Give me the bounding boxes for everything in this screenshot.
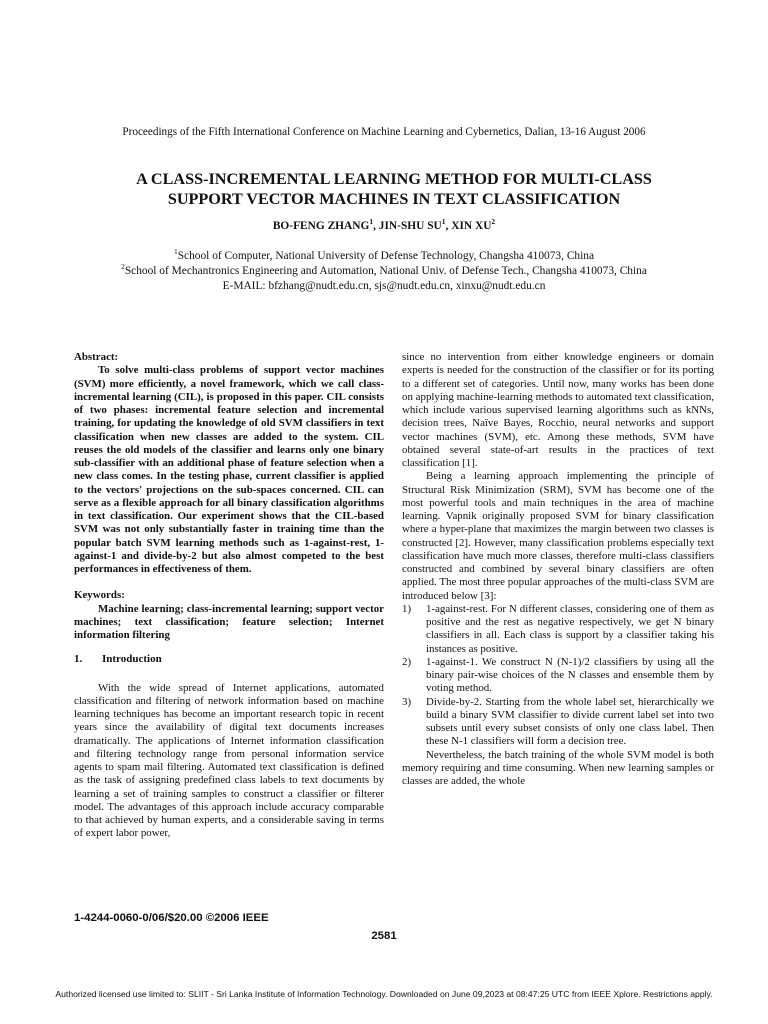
right-paragraph-2: Being a learning approach implementing the principle of Structural Risk Minimization (SRM), SVM has become one of the most powerful tools and main techniques in the area of machine learning. Vapnik originally proposed SVM for binary classification where a hyper-plane that maximizes the margin between two classes is constructed [2]. However, many classification problems especially text classification have much more classes, therefore multi-class classifiers constructed and combined by several binary classifiers are often applied. The most three popular approaches of the multi-class SVM are introduced below [3]: (402, 470, 714, 602)
list-item (402, 696, 714, 749)
list-number: 1) (402, 602, 412, 615)
affiliation-sup: 2 (121, 262, 125, 272)
right-paragraph-3: Nevertheless, the batch training of the whole SVM model is both memory requiring and time consuming. When new learning samples or classes are added, the whole (402, 748, 714, 787)
license-notice: Authorized licensed use limited to: SLIIT - Sri Lanka Institute of Information Technology. Downloaded on June 09,2023 at 08:47:25 UTC from IEEE Xplore. Restrictions apply. (55, 989, 713, 999)
copyright-line: 1-4244-0060-0/06/$20.00 ©2006 IEEE (74, 912, 269, 924)
list-number: 3) (402, 695, 412, 708)
email-line: E-MAIL: bfzhang@nudt.edu.cn, sjs@nudt.edu.cn, xinxu@nudt.edu.cn (222, 280, 546, 292)
author-affil-sup: 1 (369, 217, 374, 227)
abstract-heading: Abstract: (74, 351, 119, 363)
section-title: Introduction (102, 653, 162, 666)
author-name: XIN XU (451, 220, 492, 232)
right-column (402, 351, 714, 788)
left-column (74, 351, 384, 841)
author-affil-sup: 1 (441, 217, 446, 227)
affiliation-sup: 1 (173, 247, 178, 257)
list-text: 1-against-rest. For N different classes, considering one of them as positive and the rest as negative respectively, we get N binary classifiers in all. Each class is support by a classifier taking his instances as positive. (426, 602, 714, 655)
keywords-heading: Keywords: (74, 589, 125, 602)
list-number: 2) (402, 655, 412, 668)
affiliation-2 (0, 262, 768, 277)
paper-title (60, 170, 728, 209)
title-line-1: A CLASS-INCREMENTAL LEARNING METHOD FOR MULTI-CLASS (136, 170, 652, 188)
proceedings-header: Proceedings of the Fifth International Conference on Machine Learning and Cybernetics, Dalian, 13-16 August 2006 (122, 126, 646, 138)
page-number: 2581 (371, 930, 397, 942)
abstract-text: To solve multi-class problems of support vector machines (SVM) more efficiently, a novel framework, which we call class-incremental learning (CIL), is proposed in this paper. CIL consists of two phases: incremental feature selection and incremental training, for updating the knowledge of old SVM classifiers in text classification when new classes are added to the system. CIL reuses the old models of the classifier and learns only one binary sub-classifier with an additional phase of feature selection when a new class comes. In the testing phase, current classifier is applied to the vectors' projections on the sub-spaces concerned. CIL can serve as a flexible approach for all binary classification algorithms in text classification. Our experiment shows that the CIL-based SVM was not only substantially faster in training time than the popular batch SVM learning methods such as 1-against-rest, 1-against-1 and divide-by-2 but also almost competed to the best performances in effectiveness of them. (74, 364, 384, 575)
affiliation-1 (0, 247, 768, 262)
list-item (402, 603, 714, 656)
author-name: BO-FENG ZHANG (272, 220, 370, 232)
affiliation-text: School of Mechantronics Engineering and Automation, National Univ. of Defense Tech., Changsha 410073, China (124, 265, 647, 277)
author-name: JIN-SHU SU (378, 220, 442, 232)
author-separator: , (373, 220, 379, 232)
affiliation-text: School of Computer, National University of Defense Technology, Changsha 410073, China (177, 250, 595, 262)
keywords-text: Machine learning; class-incremental learning; support vector machines; text classification; feature selection; Internet information filtering (74, 602, 384, 641)
right-paragraph-1: since no intervention from either knowledge engineers or domain experts is needed for the construction of the classifier or for its porting to a different set of categories. Until now, many works has been done on applying machine-learning methods to automated text classification, which include various supervised learning algorithms such as kNNs, decision trees, Naïve Bayes, Rocchio, neural networks and support vector machines (SVM), etc. Among these methods, SVM have obtained several state-of-art results in the practices of text classification [1]. (402, 351, 714, 469)
section-heading-intro (74, 653, 384, 666)
list-text: Divide-by-2. Starting from the whole label set, hierarchically we build a binary SVM classifier to divide current label set into two subsets until every subset consists of only one class label. Then these N-1 classifiers will form a decision tree. (426, 695, 714, 748)
author-list (0, 217, 768, 232)
list-item (402, 656, 714, 696)
intro-paragraph-1: With the wide spread of Internet applications, automated classification and filtering of network information based on machine learning techniques has become an important research topic in recent years since the availability of digital text documents increases dramatically. The applications of Internet information classification and filtering technology range from personal information service agents to spam mail filtering. Automated text classification is defined as the task of assigning predefined class labels to text documents by learning a set of training samples to construct a classifier or filterer model. The advantages of this approach include accuracy comparable to that achieved by human experts, and a considerable saving in terms of expert labor power, (74, 681, 384, 840)
section-number: 1. (74, 653, 83, 666)
list-text: 1-against-1. We construct N (N-1)/2 classifiers by using all the binary pair-wise choices of the N classes and ensemble them by voting method. (426, 655, 714, 695)
author-affil-sup: 2 (491, 217, 496, 227)
title-line-2: SUPPORT VECTOR MACHINES IN TEXT CLASSIFICATION (167, 189, 621, 208)
author-separator: , (445, 220, 452, 232)
